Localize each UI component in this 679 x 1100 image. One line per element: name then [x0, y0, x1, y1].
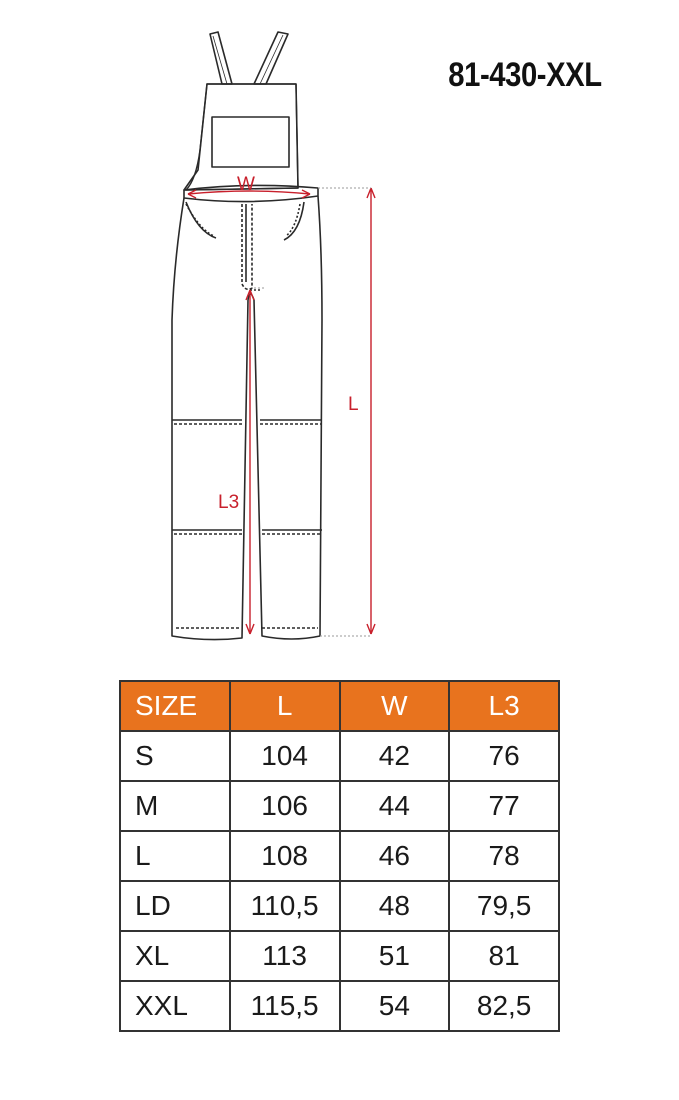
length-cell: 104 — [230, 731, 340, 781]
size-cell: L — [120, 831, 230, 881]
size-cell: LD — [120, 881, 230, 931]
size-cell: XL — [120, 931, 230, 981]
table-row — [120, 781, 559, 831]
product-code: 81-430-XXL — [448, 56, 602, 94]
inseam-cell: 76 — [449, 731, 559, 781]
width-cell: 48 — [340, 881, 450, 931]
size-cell: M — [120, 781, 230, 831]
inseam-cell: 79,5 — [449, 881, 559, 931]
dimension-guides — [188, 188, 375, 634]
dimension-label-l: L — [348, 394, 359, 415]
width-cell: 42 — [340, 731, 450, 781]
table-row — [120, 981, 559, 1031]
length-cell: 110,5 — [230, 881, 340, 931]
length-cell: 113 — [230, 931, 340, 981]
overalls-outline — [172, 32, 322, 640]
dimension-label-w: W — [237, 174, 255, 195]
width-cell: 51 — [340, 931, 450, 981]
inseam-cell: 77 — [449, 781, 559, 831]
width-cell: 44 — [340, 781, 450, 831]
table-row — [120, 881, 559, 931]
header-length: L — [230, 681, 340, 731]
length-cell: 108 — [230, 831, 340, 881]
table-row — [120, 931, 559, 981]
table-row — [120, 831, 559, 881]
length-cell: 115,5 — [230, 981, 340, 1031]
header-inseam: L3 — [449, 681, 559, 731]
inseam-cell: 78 — [449, 831, 559, 881]
size-cell: XXL — [120, 981, 230, 1031]
header-size: SIZE — [120, 681, 230, 731]
width-cell: 46 — [340, 831, 450, 881]
inseam-cell: 82,5 — [449, 981, 559, 1031]
table-row — [120, 731, 559, 781]
size-chart-table — [119, 680, 560, 1032]
dimension-label-l3: L3 — [218, 492, 240, 513]
inseam-cell: 81 — [449, 931, 559, 981]
header-width: W — [340, 681, 450, 731]
table-header-row — [120, 681, 559, 731]
width-cell: 54 — [340, 981, 450, 1031]
length-cell: 106 — [230, 781, 340, 831]
size-cell: S — [120, 731, 230, 781]
